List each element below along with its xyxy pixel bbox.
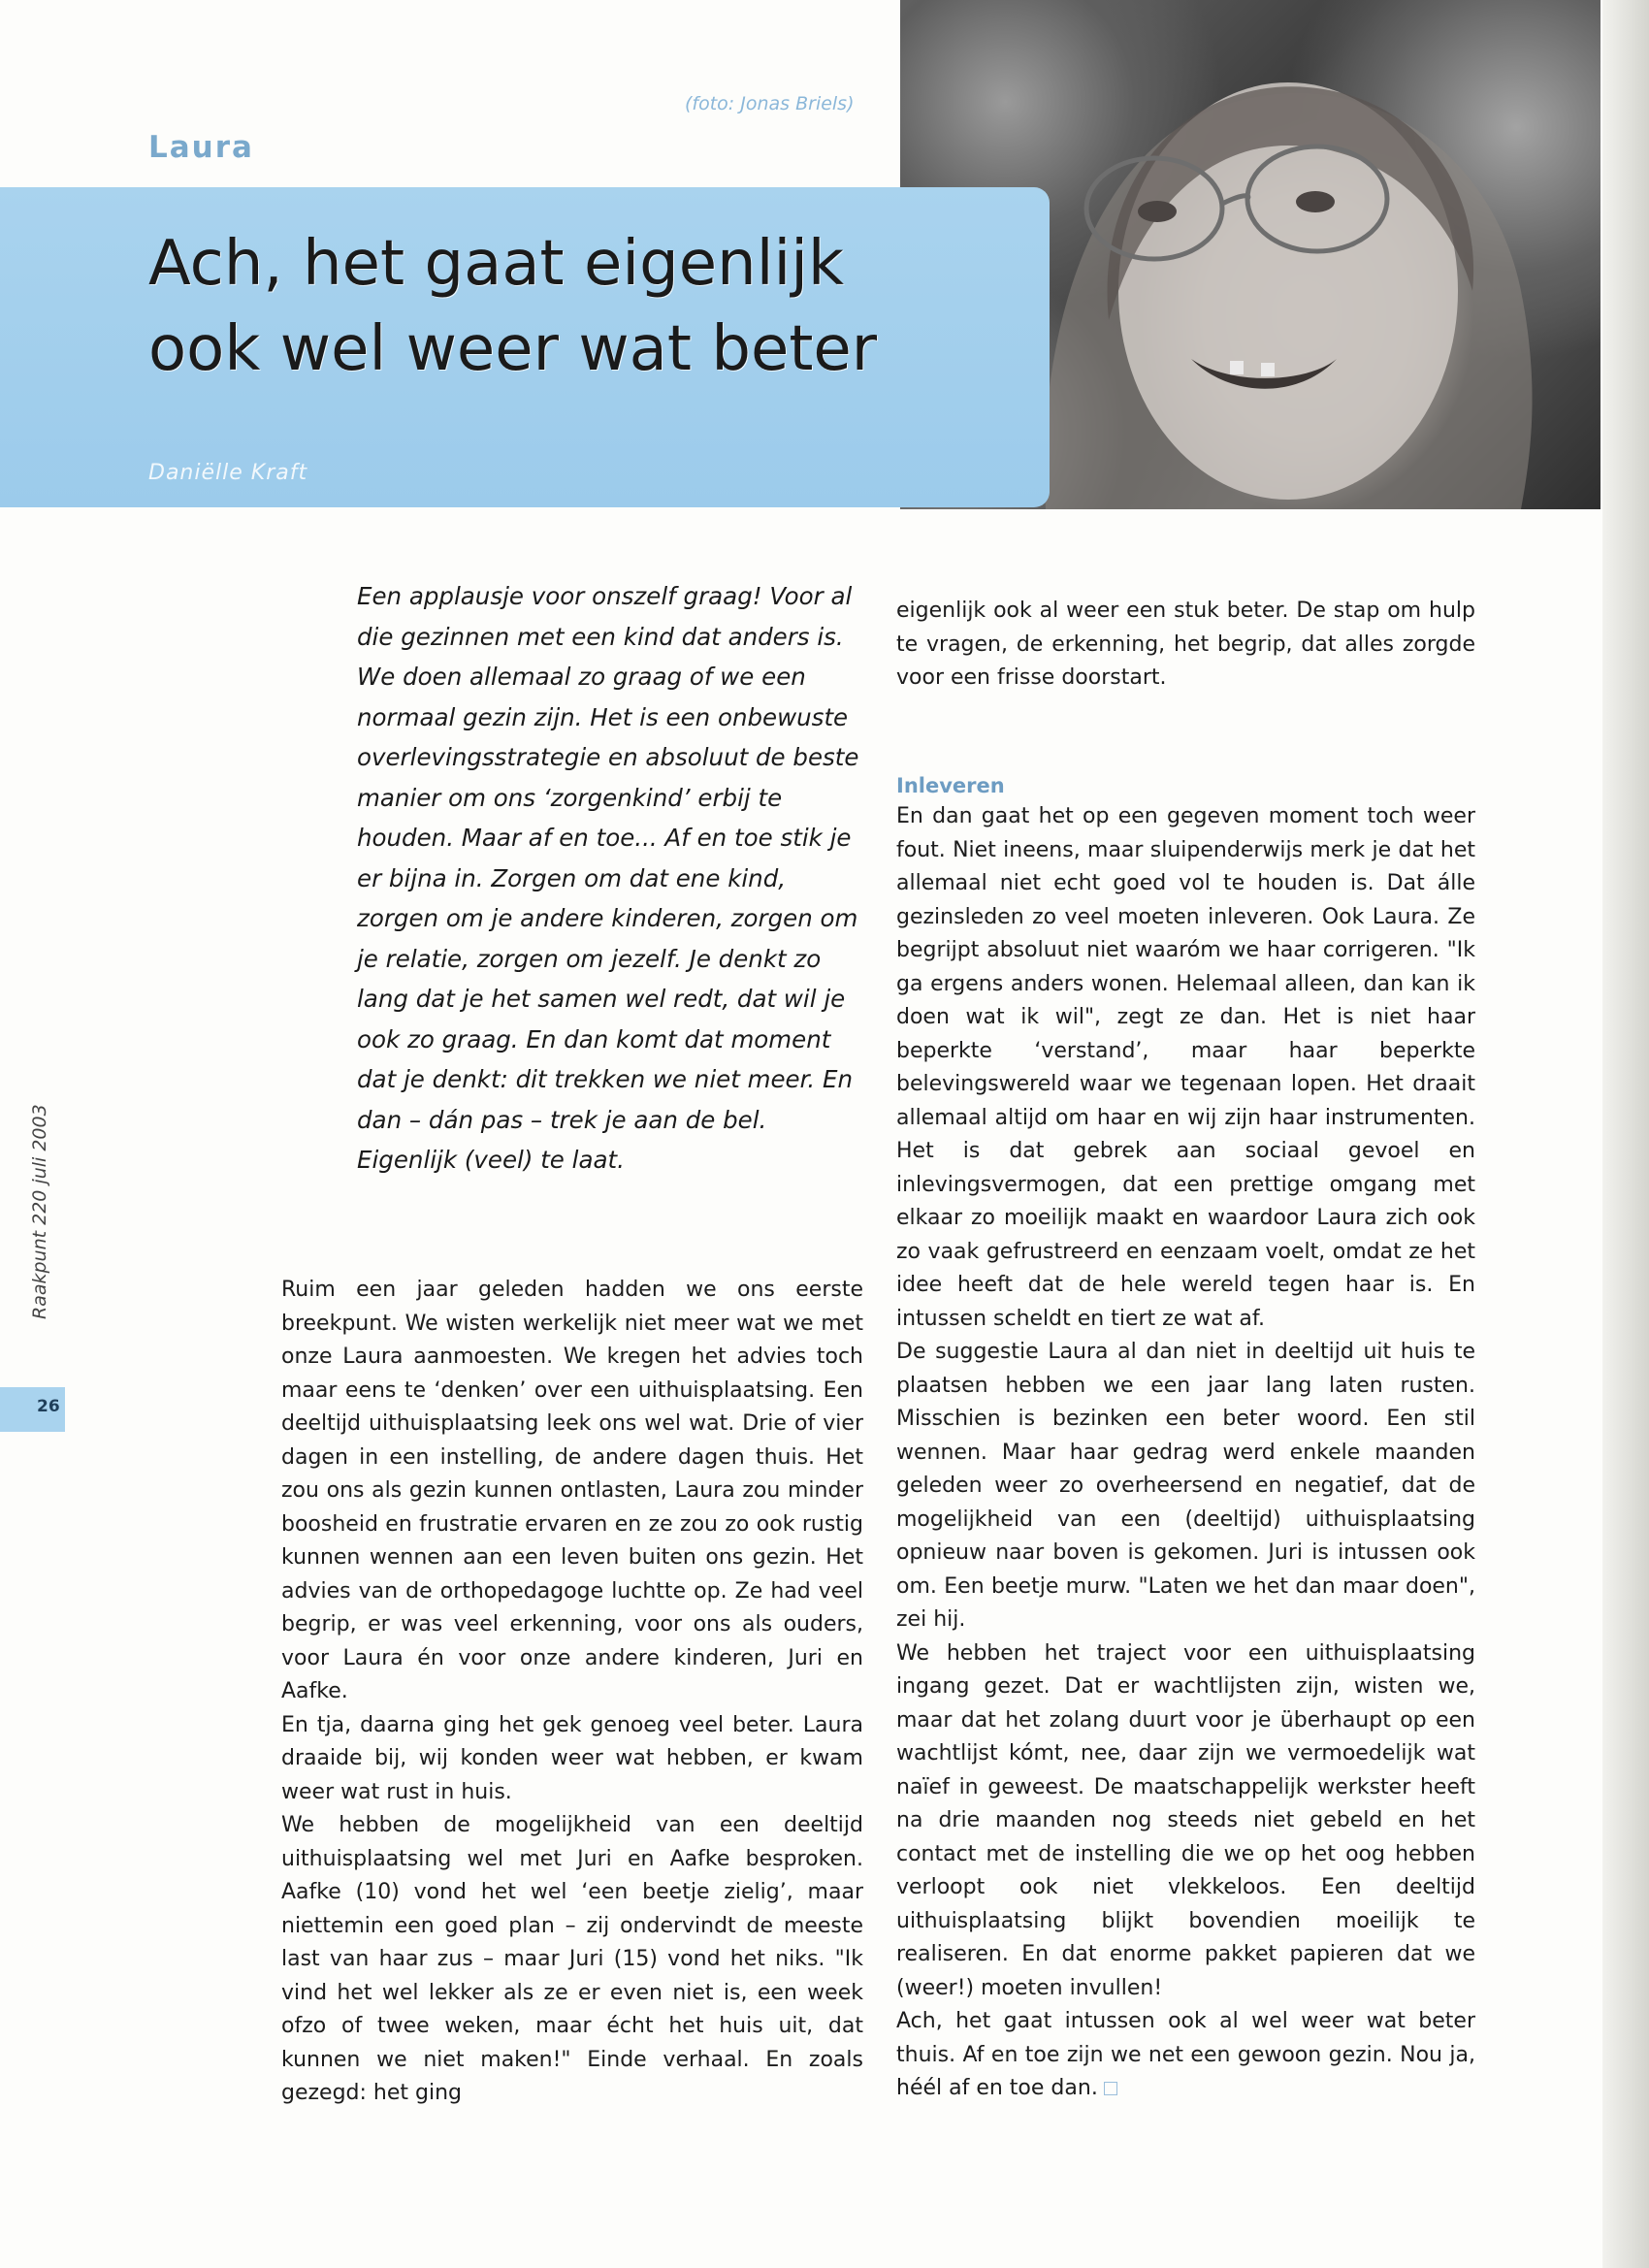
headline-line-2: ook wel weer wat beter: [148, 313, 878, 385]
intro-paragraph: Een applausje voor onszelf graag! Voor al die gezinnen met een kind dat anders is. We doen allemaal zo graag of we een normaal gezin zijn. Het is een onbewuste overlevingsstrategie en absoluut de beste manier om ons ‘zorgenkind’ erbij te houden. Maar af en toe... Af en toe stik je er bijna in. Zorgen om dat ene kind, zorgen om je andere kinderen, zorgen om je relatie, zorgen om jezelf. Je denkt zo lang dat je het samen wel redt, dat wil je ook zo graag. En dan komt dat moment dat je denkt: dit trekken we niet meer. En dan – dán pas – trek je aan de bel. Eigenlijk (veel) te laat.: [357, 582, 859, 1174]
body-column-right-top: [896, 595, 1475, 696]
section-kicker: Laura: [148, 130, 254, 165]
body-paragraph: We hebben de mogelijkheid van een deeltijd uithuisplaatsing wel met Juri en Aafke besproken. Aafke (10) vond het wel ‘een beetje zielig’, maar niettemin een goed plan – zij ondervindt de meeste last van haar zus – maar Juri (15) vond het niks. "Ik vind het wel lekker als ze er even niet is, een week ofzo of twee weken, maar écht het huis uit, dat kunnen we niet maken!" Einde verhaal. En zoals gezegd: het ging: [281, 1813, 863, 2105]
body-paragraph: En dan gaat het op een gegeven moment toch weer fout. Niet ineens, maar sluipenderwijs merk je dat het allemaal niet echt goed vol te houden is. Dat álle gezinsleden zo veel moeten inleveren. Ook Laura. Ze begrijpt absoluut niet waaróm we haar corrigeren. "Ik ga ergens anders wonen. Helemaal alleen, dan kan ik doen wat ik wil", zegt ze dan. Het is niet haar beperkte ‘verstand’, maar haar beperkte belevingswereld waar we tegenaan lopen. Het draait allemaal altijd om haar en wij zijn haar instrumenten. Het is dat gebrek aan sociaal gevoel en inlevingsvermogen, dat een prettige omgang met elkaar zo moeilijk maakt en waardoor Laura zich ook zo vaak gefrustreerd en eenzaam voelt, omdat ze het idee heeft dat de hele wereld tegen haar is. En intussen scheldt en tiert ze wat af.: [896, 804, 1475, 1331]
body-paragraph: eigenlijk ook al weer een stuk beter. De stap om hulp te vragen, de erkenning, het begrip, dat alles zorgde voor een frisse doorstart.: [896, 599, 1475, 690]
section-subhead: Inleveren: [896, 774, 1005, 797]
closing-paragraph: [896, 2005, 1475, 2106]
article-headline: [148, 221, 1021, 392]
headline-line-1: Ach, het gaat eigenlijk: [148, 228, 845, 300]
page-edge: [1602, 0, 1649, 2268]
body-paragraph: We hebben het traject voor een uithuisplaatsing ingang gezet. Dat er wachtlijsten zijn, wisten we, maar dat het zolang duurt voor je überhaupt op een wachtlijst kómt, nee, daar zijn we vermoedelijk wat naïef in geweest. De maatschappelijk werkster heeft na drie maanden nog steeds niet gebeld en het contact met de instelling die we op het oog hebben verloopt ook niet vlekkeloos. Een deeltijd uithuisplaatsing blijkt bovendien moeilijk te realiseren. En dat enorme pakket papieren dat we (weer!) moeten invullen!: [896, 1640, 1475, 2000]
closing-text: Ach, het gaat intussen ook al wel weer wat beter thuis. Af en toe zijn we net een gewoon gezin. Nou ja, héél af en toe dan.: [896, 2009, 1475, 2100]
body-paragraph: En tja, daarna ging het gek genoeg veel beter. Laura draaide bij, wij konden weer wat hebben, er kwam weer wat rust in huis.: [281, 1712, 863, 1804]
body-column-left: [281, 1274, 863, 2111]
body-paragraph: Ruim een jaar geleden hadden we ons eerste breekpunt. We wisten werkelijk niet meer wat we met onze Laura aanmoesten. We kregen het advies toch maar eens te ‘denken’ over een uithuisplaatsing. Een deeltijd uithuisplaatsing leek ons wel wat. Drie of vier dagen in een instelling, de andere dagen thuis. Het zou ons als gezin kunnen ontlasten, Laura zou minder boosheid en frustratie ervaren en ze zou zo ook rustig kunnen wennen aan een leven buiten ons gezin. Het advies van de orthopedagoge luchtte op. Ze had veel begrip, er was veel erkenning, voor ons als ouders, voor Laura én voor onze andere kinderen, Juri en Aafke.: [281, 1278, 863, 1703]
author-byline: Daniëlle Kraft: [148, 461, 308, 485]
end-mark-icon: [1104, 2082, 1117, 2095]
running-footer: Raakpunt 220 juli 2003: [29, 1104, 50, 1319]
body-paragraph: De suggestie Laura al dan niet in deeltijd uit huis te plaatsen hebben we een jaar lang laten rusten. Misschien is bezinken een beter woord. Een stil wennen. Maar haar gedrag werd enkele maanden geleden weer zo overheersend en negatief, dat de mogelijkheid van een (deeltijd) uithuisplaatsing opnieuw naar boven is gekomen. Juri is intussen ook om. Een beetje murw. "Laten we het dan maar doen", zei hij.: [896, 1340, 1475, 1632]
page-number: 26: [37, 1397, 60, 1416]
photo-credit: (foto: Jonas Briels): [685, 93, 855, 114]
body-column-right: [896, 771, 1475, 2106]
